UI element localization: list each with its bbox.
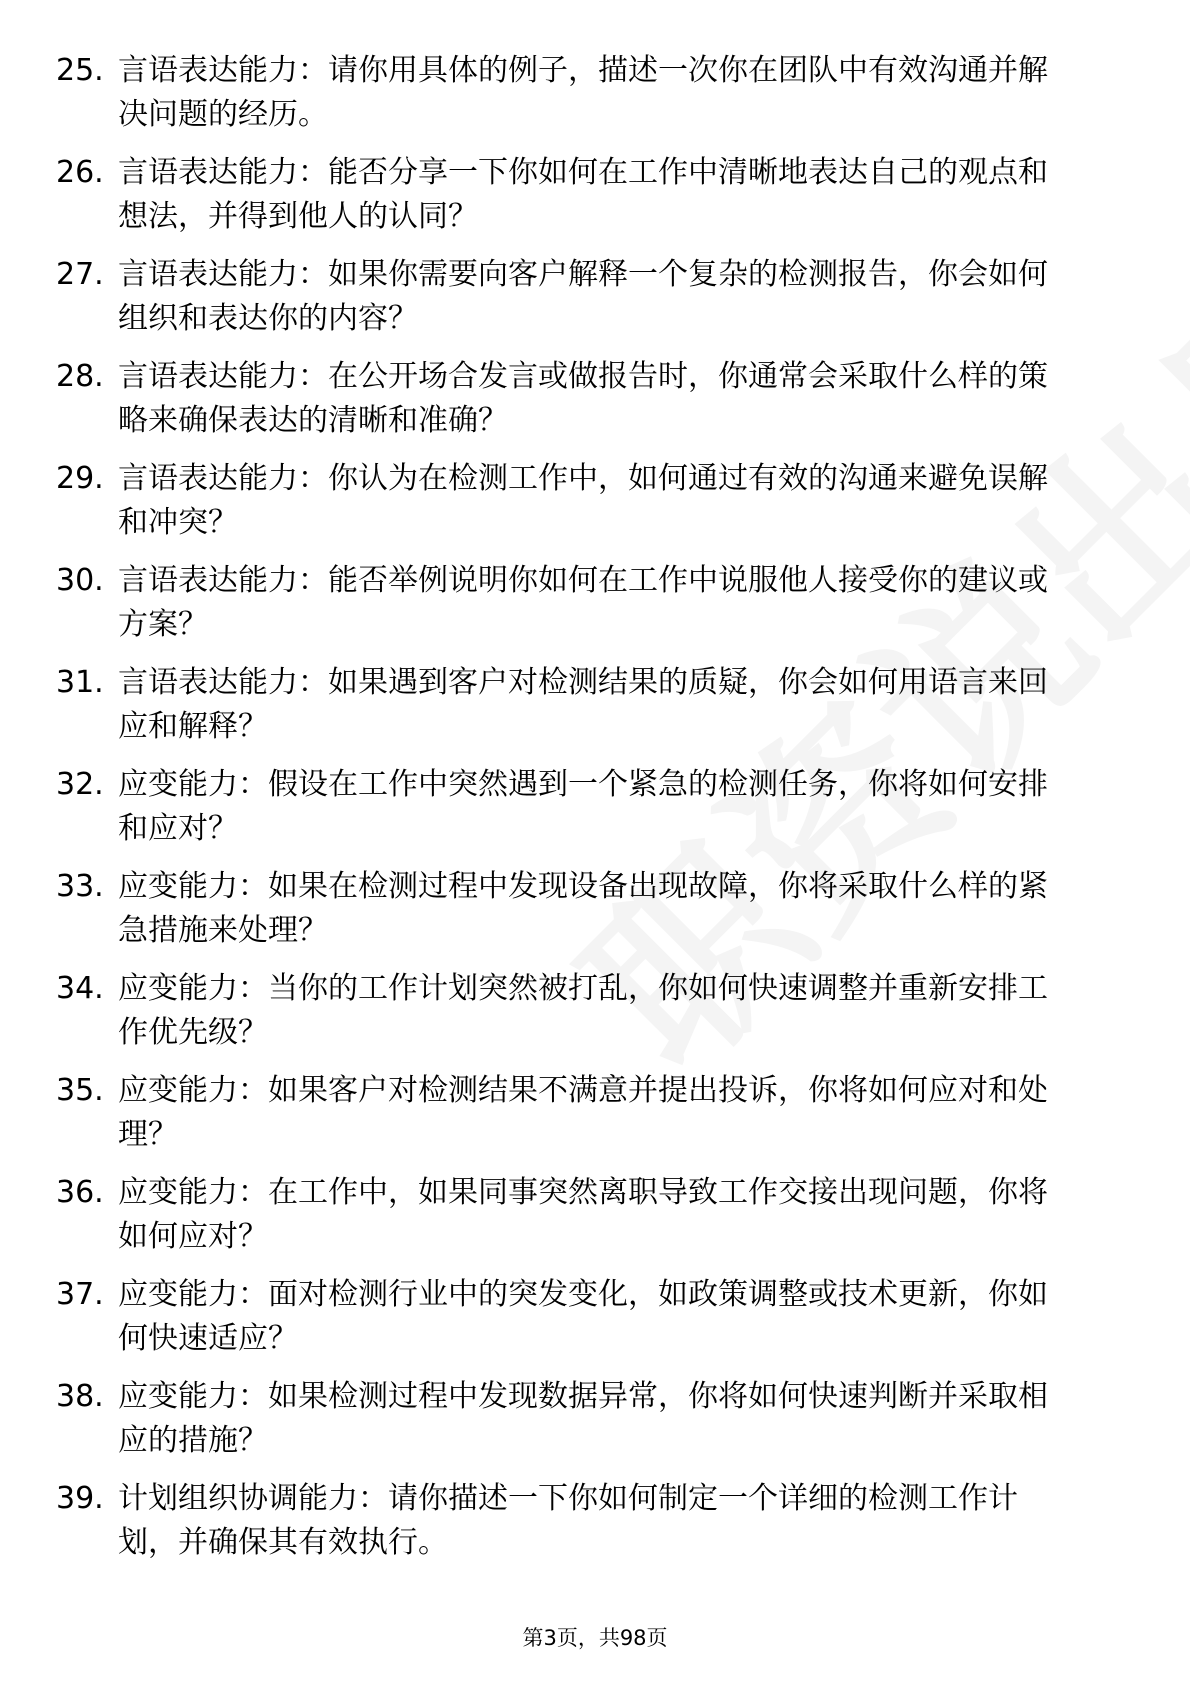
- question-text: 言语表达能力：能否分享一下你如何在工作中清晰地表达自己的观点和想法，并得到他人的认同？: [118, 155, 1048, 234]
- question-text: 应变能力：如果检测过程中发现数据异常，你将如何快速判断并采取相应的措施？: [118, 1379, 1048, 1458]
- question-item-37: [0, 1273, 1190, 1375]
- question-text: 计划组织协调能力：请你描述一下你如何制定一个详细的检测工作计划，并确保其有效执行。: [118, 1481, 1018, 1560]
- question-item-35: [0, 1069, 1190, 1171]
- question-item-29: [0, 457, 1190, 559]
- question-number: 35.: [56, 1073, 104, 1108]
- question-item-31: [0, 661, 1190, 763]
- question-text: 言语表达能力：如果你需要向客户解释一个复杂的检测报告，你会如何组织和表达你的内容？: [118, 257, 1048, 336]
- question-item-39: [0, 1477, 1190, 1579]
- question-text: 应变能力：如果在检测过程中发现设备出现故障，你将采取什么样的紧急措施来处理？: [118, 869, 1048, 948]
- question-text: 应变能力：面对检测行业中的突发变化，如政策调整或技术更新，你如何快速适应？: [118, 1277, 1048, 1356]
- question-item-38: [0, 1375, 1190, 1477]
- question-item-26: [0, 151, 1190, 253]
- question-list: [0, 49, 1190, 1579]
- question-item-32: [0, 763, 1190, 865]
- question-item-27: [0, 253, 1190, 355]
- question-text: 应变能力：当你的工作计划突然被打乱，你如何快速调整并重新安排工作优先级？: [118, 971, 1048, 1050]
- question-number: 39.: [56, 1481, 104, 1516]
- question-number: 28.: [56, 359, 104, 394]
- question-number: 37.: [56, 1277, 104, 1312]
- page-number-footer: 第3页，共98页: [522, 1626, 668, 1650]
- question-number: 25.: [56, 53, 104, 88]
- question-number: 30.: [56, 563, 104, 598]
- question-text: 言语表达能力：如果遇到客户对检测结果的质疑，你会如何用语言来回应和解释？: [118, 665, 1048, 744]
- question-number: 33.: [56, 869, 104, 904]
- question-text: 言语表达能力：请你用具体的例子，描述一次你在团队中有效沟通并解决问题的经历。: [118, 53, 1048, 132]
- question-number: 29.: [56, 461, 104, 496]
- question-number: 27.: [56, 257, 104, 292]
- question-item-33: [0, 865, 1190, 967]
- question-number: 31.: [56, 665, 104, 700]
- question-number: 36.: [56, 1175, 104, 1210]
- question-text: 应变能力：假设在工作中突然遇到一个紧急的检测任务，你将如何安排和应对？: [118, 767, 1048, 846]
- question-text: 言语表达能力：你认为在检测工作中，如何通过有效的沟通来避免误解和冲突？: [118, 461, 1048, 540]
- question-item-30: [0, 559, 1190, 661]
- question-text: 应变能力：在工作中，如果同事突然离职导致工作交接出现问题，你将如何应对？: [118, 1175, 1048, 1254]
- question-number: 32.: [56, 767, 104, 802]
- question-number: 26.: [56, 155, 104, 190]
- question-item-28: [0, 355, 1190, 457]
- question-text: 言语表达能力：在公开场合发言或做报告时，你通常会采取什么样的策略来确保表达的清晰和准确？: [118, 359, 1048, 438]
- question-item-34: [0, 967, 1190, 1069]
- question-number: 34.: [56, 971, 104, 1006]
- question-text: 应变能力：如果客户对检测结果不满意并提出投诉，你将如何应对和处理？: [118, 1073, 1048, 1152]
- question-item-36: [0, 1171, 1190, 1273]
- question-item-25: [0, 49, 1190, 151]
- question-number: 38.: [56, 1379, 104, 1414]
- question-text: 言语表达能力：能否举例说明你如何在工作中说服他人接受你的建议或方案？: [118, 563, 1048, 642]
